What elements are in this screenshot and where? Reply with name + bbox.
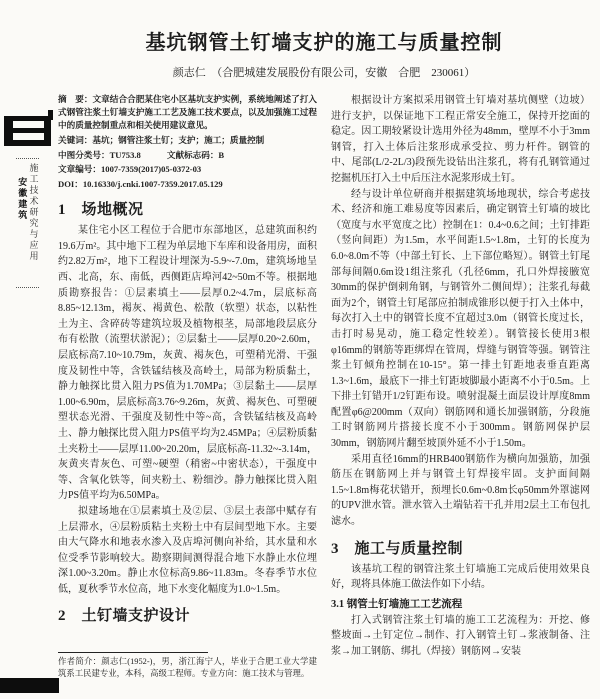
section-1-paragraph-2: 拟建场地在①层素填土及②层、③层土表部中赋存有上层滞水，④层粉质粘土夹粉土中有层间型地下水。主要由大气降水和地表水渗入及店埠河侧向补给，其水量和水位受季节影响较大。勘察期间测得混合地下水静止水位埋深1.00~3.20m。静止水位标高9.86~11.83m。冬春季节水位低，夏秋季节水位高，地下水变化幅度为1.0~1.5m。 [58,505,317,595]
two-column-layout [58,93,590,681]
footnote-rule [58,652,208,653]
design-paragraph-3: 采用直径16mm的HRB400钢筋作为横向加强筋，加强筋压在钢筋网上并与钢管土钉焊接牢固。支护面间隔1.5~1.8m梅花状错开，预埋长0.6m~0.8m长φ50mm外罩滤网的UPV泄水管。泄水管入土端钻若干孔并用2层土工布包扎滤水。 [331,453,590,528]
section-1-paragraph-1: 某住宅小区工程位于合肥市东部地区，总建筑面积约19.6万m²。其中地下工程为单层地下车库和设备用房，面积约2.82万m²，地下工程设计埋深为-5.9~-7.0m，建筑场地呈西、北高，东、南低，西侧距店埠河42~50m不等。根据地质勘察报告：①层素填土——层厚0.2~4.7m，层底标高8.85~12.13m，褐灰、褐黄色、松散（软塑）状态，以粘性土为主、含碎砖等建筑垃圾及植物根茎，局部地段层底分布有松散（流塑状淤泥）；②层黏土——层厚0.20~2.60m，层底标高7.10~10.79m，灰黄、褐灰色，可塑稍光滑、干强度及韧性中等，含铁锰结核及高岭土，局部为粉质黏土，静力触探比贯入阻力PS值为1.70MPa；③层黏土——层厚1.00~6.90m，层底标高3.76~9.26m，灰黄、褐灰色、可塑硬塑状态光滑、干强度及韧性中等~高，含铁锰结核及高岭土、静力触探比贯入阻力PS值平均为2.45MPa；④层粉质黏土夹粉土——层厚11.00~20.20m，层底标高-11.32~-3.14m，灰黄夹青灰色、可塑~硬塑（稍密~中密状态），干强度中等、含氧化铁等，间夹粉土、粉细沙。静力触探比贯入阻力PS值平均为6.50MPa。 [58,225,317,502]
journal-logo-tab [48,110,53,120]
clc-number: 中图分类号：TU753.8 [58,149,141,160]
document-code: 文献标志码：B [166,149,225,160]
page-title: 基坑钢管土钉墙支护的施工与质量控制 [145,32,503,54]
journal-logo-slot [13,133,44,140]
design-paragraph-1: 根据设计方案拟采用钢管土钉墙对基坑侧壁（边坡）进行支护，以保证地下工程正常安全施工，保持开挖面的稳定。因工期较紧设计选用外径为48mm，壁厚不小于3mm钢管，打入土体后注浆形成承受拉、剪力杆件。钢管的中、尾部(L/2-2L/3)段预先设钻出注浆孔，将有孔钢管通过挖掘机压打入土中后压注水泥浆形成土钉。 [331,95,590,184]
journal-logo-slot [13,121,44,128]
article-id: 文章编号：1007-7359(2017)05-0372-03 [58,164,202,175]
journal-name-label: 安徽建筑 [17,177,28,221]
abstract-label: 摘 要 [58,94,84,104]
section-3-paragraph-1: 该基坑工程的钢管注浆土钉墙施工完成后使用效果良好，现将具体施工做法作如下小结。 [331,563,590,591]
author-bio-text: 作者简介：颜志仁(1952-)，男，浙江海宁人，毕业于合肥工业大学建筑系工民建专业，本科，高级工程师。专业方向：施工技术与管理。 [58,656,317,679]
section-1-heading: 1 场地概况 [58,202,144,219]
journal-logo-icon [4,116,51,146]
author-line: 颜志仁 （合肥城建发展股份有限公司，安徽 合肥 230061） [172,67,476,79]
article-content [56,0,596,699]
design-paragraph-2: 经与设计单位研商并根据建筑场地现状，综合考虑技术、经济和施工难易度等因素后，确定钢管土钉墙的坡比（宽度与水平宽度之比）控制在1：0.4~0.6之间；土钉排距（竖向间距）为1.5m，水平间距1.5~1.8m，土钉的长度为6.0~8.0m不等（中部土钉长、上下部位略短）。钢管土钉尾部每间隔0.6m设1组注浆孔（孔径6mm，孔口外焊接腋宽30mm的保护倒刺角钢，与钢管外二侧间焊）；注浆孔每截面为2个，钢管土钉尾部应拍制成锥形以便于打入土体中，每次打入土中的钢管长度不宜超过3.0m（钢管长度过长，击打时易晃动，施工稳定性较差）。钢管接长使用3根φ16mm的钢筋等距绑焊在管周，焊缝与钢管等强。钢管注浆土钉倾角控制在10-15°。第一排土钉距地表垂直距离1.3~1.6m，最底下一排土钉距坡脚最小距离不小于0.5m。上下排土钉错开1/2钉距布设。喷射混凝土面层设计厚度8mm配置φ6@200mm（双向）钢筋网和通长加强钢筋，分段施工时钢筋网片搭接长度不小于300mm。钢筋网保护层30mm，钢筋网片翻至坡顶外延不小于1.50m。 [331,188,590,450]
abstract-block [58,93,317,191]
section-3-1-heading: 3.1 钢管土钉墙施工工艺流程 [331,598,463,610]
journal-sidebar [0,0,54,699]
keywords-label: 关键词 [58,134,84,145]
keywords-paragraph [58,134,317,147]
abstract-paragraph [58,93,317,132]
sidebar-vertical-text [16,158,39,288]
section-3-1-paragraph-1: 打入式钢管注浆土钉墙的施工工艺流程为：开挖、修整坡面→土钉定位→制作、打入钢管土钉→浆液制备、注浆→加工钢筋、绑扎（焊接）钢筋网→安装 [331,614,590,657]
author-bio-footnote [58,652,317,681]
keywords-text: ：基坑；钢管注浆土钉；支护；施工；质量控制 [83,134,265,145]
doi-line: DOI：10.16330/j.cnki.1007-7359.2017.05.129 [58,179,223,190]
column-section-label: 施工技术研究与应用 [28,163,39,262]
page-marker-bar [0,678,59,693]
classification-row [58,149,317,162]
section-2-heading: 2 土钉墙支护设计 [58,608,191,625]
section-3-heading: 3 施工与质量控制 [331,540,464,557]
left-column [58,93,317,681]
abstract-text: ：文章结合合肥某住宅小区基坑支护实例，系统地阐述了打入式钢管注浆土钉墙支护施工工艺及施工技术要点，以及加强施工过程中的质量控制重点和相关使用建议意见。 [58,94,317,130]
right-column [331,93,590,681]
